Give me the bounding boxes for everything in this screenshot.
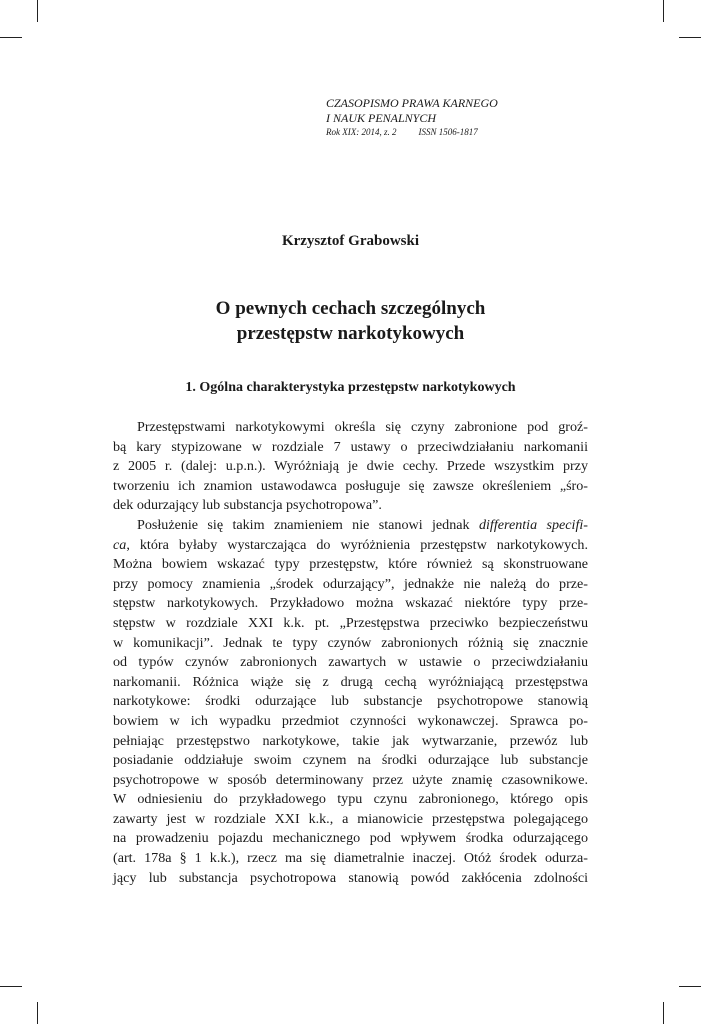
- article-title: [0, 296, 701, 346]
- section-heading: 1. Ogólna charakterystyka przestępstw narkotykowych: [185, 380, 516, 395]
- journal-name-line2: I NAUK PENALNYCH: [326, 111, 437, 125]
- journal-issue-line: [326, 126, 586, 139]
- journal-volume: Rok XIX: 2014, z. 2: [326, 127, 397, 137]
- paragraph-2-line: stępstw w rozdziale XXI k.k. pt. „Przestępstwa przeciwko bezpieczeństwu: [113, 614, 588, 631]
- crop-mark-bottom-right-h: [679, 986, 701, 987]
- paragraph-2-line: przy pomocy znamienia „środek odurzający”, jednakże nie należą do prze-: [113, 575, 588, 592]
- journal-issn: ISSN 1506-1817: [418, 127, 478, 137]
- paragraph-2-text: Posłużenie się takim znamieniem nie stanowi jednak: [137, 516, 479, 533]
- paragraph-2-italic-term-end: ca: [113, 536, 127, 553]
- crop-mark-bottom-right: [663, 1002, 664, 1024]
- journal-header: [326, 96, 586, 139]
- body-text: [113, 418, 588, 888]
- paragraph-2-line: [113, 516, 588, 536]
- paragraph-2-line: w komunikacji”. Jednak te typy czynów zabronionych różnią się znacznie: [113, 634, 588, 651]
- author-name: Krzysztof Grabowski: [281, 233, 420, 249]
- paragraph-2-line: Można bowiem wskazać typy przestępstw, które również są skonstruowane: [113, 556, 588, 573]
- paragraph-2-line: na prowadzeniu pojazdu mechanicznego pod wpływem środka odurzającego: [113, 830, 588, 847]
- paragraph-1-line: dek odurzający lub substancja psychotropowa”.: [113, 497, 382, 514]
- paragraph-2-line: narkomanii. Różnica wiąże się z drugą cechą wyróżniającą przestępstwa: [113, 673, 588, 690]
- paragraph-2-line: jący lub substancja psychotropowa stanowią powód zakłócenia zdolności: [113, 869, 588, 886]
- paragraph-1-line: tworzeniu ich znamion ustawodawca posługuje się zawsze określeniem „śro-: [113, 477, 588, 494]
- paragraph-2-line: [113, 536, 588, 556]
- crop-mark-top-left-h: [0, 37, 22, 38]
- paragraph-1-line: z 2005 r. (dalej: u.p.n.). Wyróżniają je dwie cechy. Przede wszystkim przy: [113, 458, 588, 475]
- paragraph-2-line: psychotropowe w sposób determinowany przez użyte znamię czasownikowe.: [113, 771, 588, 788]
- crop-mark-bottom-left: [37, 1002, 38, 1024]
- paragraph-1-line: bą kary stypizowane w rozdziale 7 ustawy o przeciwdziałaniu narkomanii: [113, 438, 588, 455]
- paragraph-2-line: bowiem w ich wypadku przedmiot czynności wykonawczej. Sprawca po-: [113, 712, 588, 729]
- paragraph-2-line: stępstw narkotykowych. Przykładowo można wskazać niektóre typy prze-: [113, 595, 588, 612]
- paragraph-1-line: Przestępstwami narkotykowymi określa się czyny zabronione pod groź-: [137, 419, 588, 435]
- paragraph-2-text: , która byłaby wystarczająca do wyróżnienia przestępstw narkotykowych.: [126, 536, 588, 553]
- paragraph-2-line: od typów czynów zabronionych zawartych w ustawie o przeciwdziałaniu: [113, 654, 588, 671]
- paragraph-2-line: W odniesieniu do przykładowego typu czynu zabronionego, którego opis: [113, 791, 588, 808]
- paragraph-2-line: (art. 178a § 1 k.k.), rzecz ma się diametralnie inaczej. Otóż środek odurza-: [113, 850, 588, 867]
- paragraph-2-line: pełniając przestępstwo narkotykowe, takie jak wytwarzanie, przewóz lub: [113, 732, 588, 749]
- paragraph-2-line: zawarty jest w rozdziale XXI k.k., a mianowicie przestępstwa polegającego: [113, 810, 588, 827]
- crop-mark-top-right-h: [679, 37, 701, 38]
- title-line-1: O pewnych cechach szczególnych: [215, 298, 486, 319]
- crop-mark-top-right: [663, 0, 664, 22]
- paragraph-2-italic-term: differentia specifi-: [478, 516, 589, 533]
- journal-name-line1: CZASOPISMO PRAWA KARNEGO: [326, 96, 498, 110]
- crop-mark-bottom-left-h: [0, 986, 22, 987]
- crop-mark-top-left: [37, 0, 38, 22]
- title-line-2: przestępstw narkotykowych: [236, 323, 465, 344]
- paragraph-2-line: narkotykowe: środki odurzające lub substancje psychotropowe stanowią: [113, 693, 588, 710]
- paragraph-2-line: posiadanie oddziałuje swoim czynem na środki odurzające lub substancje: [113, 752, 588, 769]
